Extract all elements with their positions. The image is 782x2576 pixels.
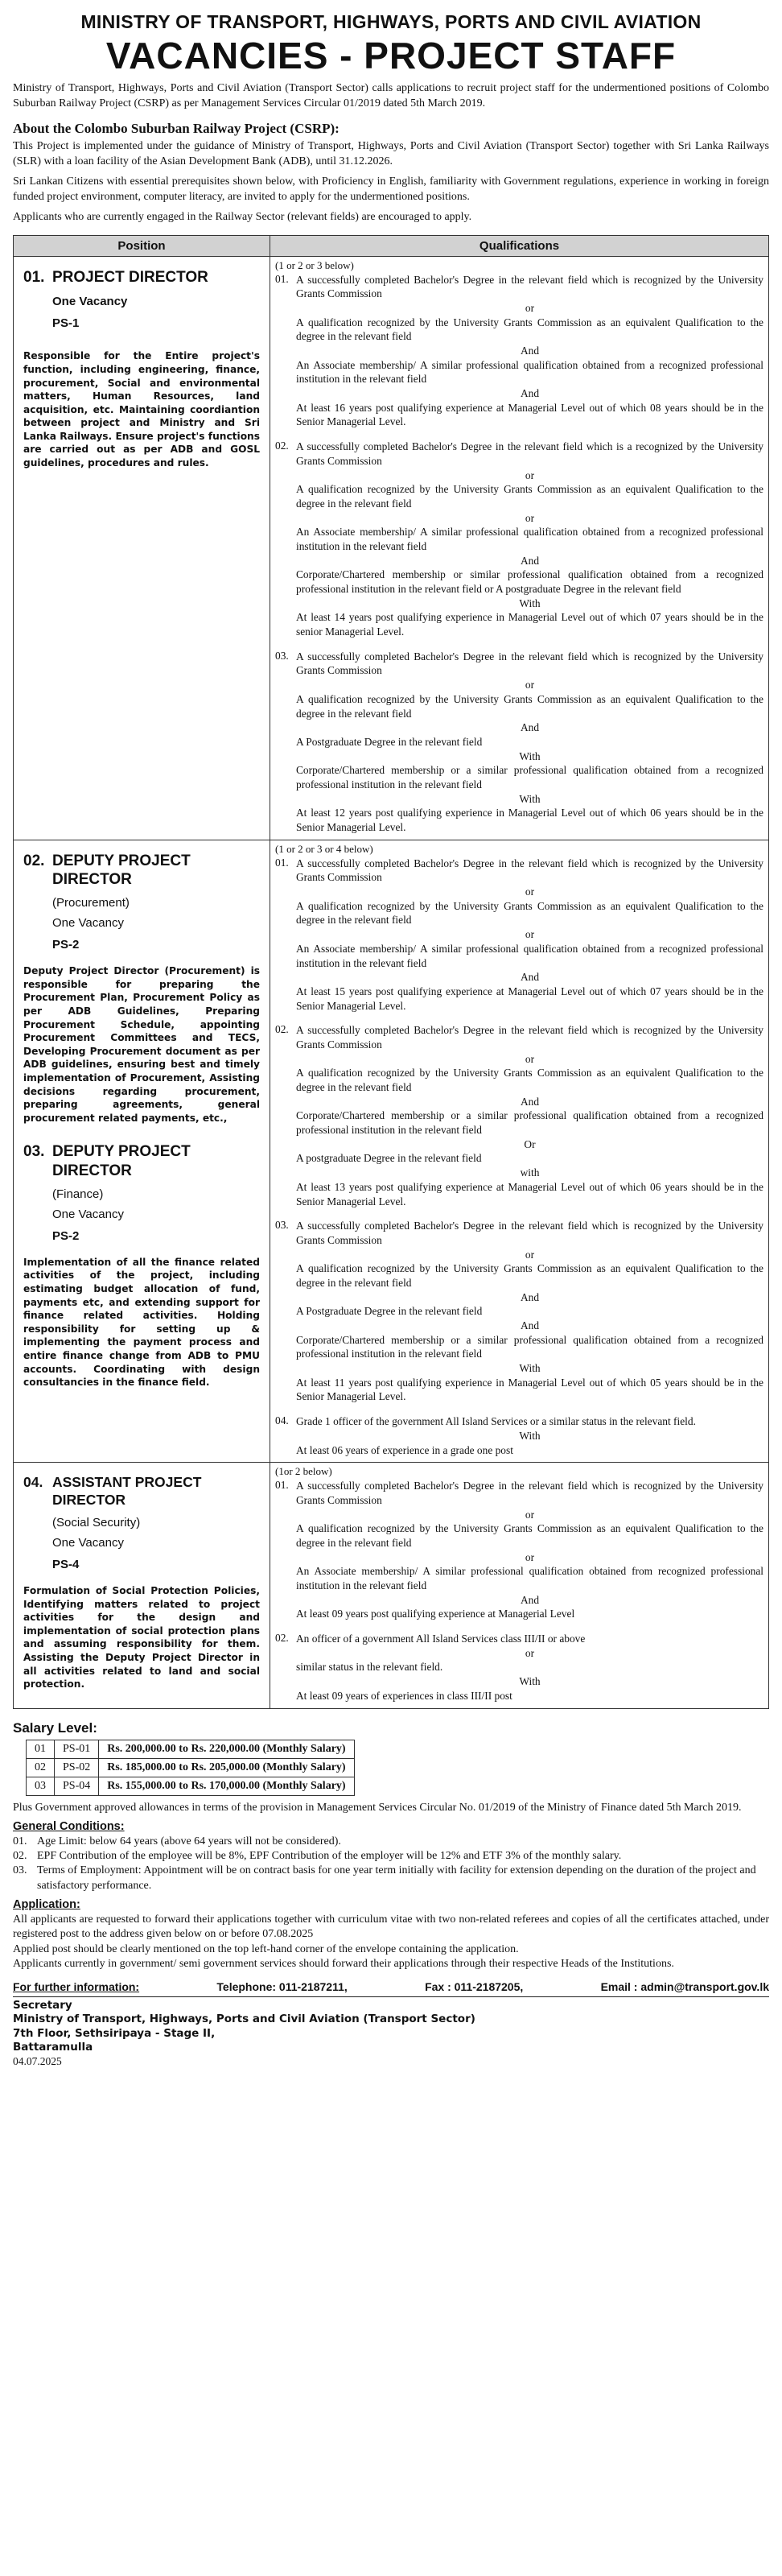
qualification-line: A successfully completed Bachelor's Degree in the relevant field which is recognized by the University Grants Commission xyxy=(296,1480,763,1506)
connector-and: And xyxy=(520,345,540,357)
qualification-line: A Postgraduate Degree in the relevant field xyxy=(296,1305,483,1318)
position-description: Implementation of all the finance related activities of the project, including estimating budget allocation of fund, payments etc, and extending support for finance related activities. Holding responsibility for setting up & implementing the payment process and entire finance change from ADB to PMU accounts. Coordinating with design consultancies in the finance field. xyxy=(23,1256,260,1389)
qualifications-cell-project-director xyxy=(270,256,769,840)
qualification-option xyxy=(275,273,763,430)
about-paragraph-1: This Project is implemented under the guidance of Ministry of Transport, Highways, Ports and Civil Aviation (Transport Sector) together with Sri Lanka Railways (SLR) with a loan facility of the Asian Development Bank (ADB), until 31.12.2026. xyxy=(13,140,769,167)
connector-and: And xyxy=(520,721,540,734)
qualification-option xyxy=(275,440,763,639)
qualifications-cell-deputy-directors xyxy=(270,840,769,1463)
qualification-line: At least 13 years post qualifying experience at Managerial Level out of which 06 years should be in the Senior Managerial Level. xyxy=(296,1180,763,1208)
qualification-options: (1or 2 below) xyxy=(275,1465,332,1478)
salary-range-cell: Rs. 200,000.00 to Rs. 220,000.00 (Monthly Salary) xyxy=(99,1740,354,1758)
qualification-option xyxy=(275,650,763,835)
connector-or: or xyxy=(525,301,535,314)
qualification-line: A qualification recognized by the University Grants Commission as an equivalent Qualification to the degree in the relevant field xyxy=(296,316,763,343)
address-line-2: Battaramulla xyxy=(13,2041,93,2054)
connector-with: With xyxy=(519,749,541,762)
qualification-number: 02. xyxy=(275,1023,289,1036)
position-department: (Procurement) xyxy=(52,896,130,910)
salary-grade: PS-2 xyxy=(52,1228,80,1243)
intro-paragraph: Ministry of Transport, Highways, Ports and Civil Aviation (Transport Sector) calls applications to recruit project staff for the undermentioned positions of Colombo Suburban Railway Project (CSRP) as per Management Services Circular 01/2019 dated 5th March 2019. xyxy=(13,82,769,109)
qualification-line: A qualification recognized by the University Grants Commission as an equivalent Qualification to the degree in the relevant field xyxy=(296,1262,763,1289)
vacancy-count: One Vacancy xyxy=(52,295,128,309)
about-heading: About the Colombo Suburban Railway Project (CSRP): xyxy=(13,121,340,137)
connector-or: or xyxy=(525,679,535,691)
qualification-line: A successfully completed Bachelor's Degree in the relevant field which is recognized by the University Grants Commission xyxy=(296,650,763,677)
column-header-qualifications: Qualifications xyxy=(270,235,769,256)
connector-with: With xyxy=(519,597,541,609)
position-description: Responsible for the Entire project's function, including engineering, finance, procurement, Social and environmental matters, Human Resources, land acquisition, etc. Maintaining coordiantion between project and Ministry and Sri Lanka Railways. Ensure project's functions are carried out as per ADB and GOSL guidelines, procedures and rules. xyxy=(23,350,260,469)
qualification-line: At least 06 years of experience in a grade one post xyxy=(296,1443,513,1456)
position-title-text: DEPUTY PROJECT xyxy=(52,1143,191,1161)
qualification-line: At least 16 years post qualifying experience at Managerial Level out of which 08 years should be in the Senior Managerial Level. xyxy=(296,401,763,428)
connector-or: or xyxy=(525,511,535,524)
connector-with: With xyxy=(519,1362,541,1375)
qualification-option xyxy=(275,1414,763,1457)
qualification-line: A qualification recognized by the University Grants Commission as an equivalent Qualification to the degree in the relevant field xyxy=(296,483,763,510)
table-row xyxy=(27,1758,355,1777)
connector-and: And xyxy=(520,1290,540,1303)
table-row xyxy=(14,840,769,1463)
connector-or: or xyxy=(525,1550,535,1563)
qualification-line: Corporate/Chartered membership or a similar professional qualification obtained from a recognized professional institution in the relevant field xyxy=(296,1109,763,1137)
signer-title: Secretary xyxy=(13,1998,72,2012)
connector-and: And xyxy=(520,1095,540,1108)
qualification-line: An Associate membership/ A similar professional qualification obtained from recognized professional institution in the relevant field xyxy=(296,1565,763,1592)
connector-or: or xyxy=(525,1248,535,1261)
position-number: 02. xyxy=(23,852,45,869)
salary-grade: PS-2 xyxy=(52,938,80,952)
qualification-line: A successfully completed Bachelor's Degree in the relevant field which is recognized by the University Grants Commission xyxy=(296,1024,763,1051)
qualification-number: 03. xyxy=(275,1219,289,1232)
fax: Fax : 011-2187205, xyxy=(425,1979,524,1993)
salary-row-number: 02 xyxy=(27,1758,55,1777)
signature-block xyxy=(13,1999,769,2055)
connector-or: or xyxy=(525,928,535,941)
list-item xyxy=(13,1835,769,1849)
connector-with: With xyxy=(519,1675,541,1688)
qualification-line: An Associate membership/ A similar professional qualification obtained from a recognized professional institution in the relevant field xyxy=(296,358,763,386)
qualification-line: A successfully completed Bachelor's Degree in the relevant field which is recognized by the University Grants Commission xyxy=(296,1220,763,1246)
qualification-number: 01. xyxy=(275,272,289,285)
connector-and: And xyxy=(520,1319,540,1332)
salary-row-number: 03 xyxy=(27,1777,55,1795)
salary-table xyxy=(26,1740,355,1796)
position-title-text: DIRECTOR xyxy=(52,871,132,889)
page-title: VACANCIES - PROJECT STAFF xyxy=(105,35,677,76)
qualification-options: (1 or 2 or 3 below) xyxy=(275,258,354,271)
application-heading: Application: xyxy=(13,1897,80,1911)
condition-number: 01. xyxy=(13,1835,27,1847)
qualification-line: A qualification recognized by the University Grants Commission as an equivalent Qualification to the degree in the relevant field xyxy=(296,692,763,720)
qualification-options: (1 or 2 or 3 or 4 below) xyxy=(275,842,373,855)
qualification-line: At least 09 years of experiences in class III/II post xyxy=(296,1689,512,1702)
connector-or: or xyxy=(525,469,535,481)
qualification-option xyxy=(275,1023,763,1208)
connector-or: Or xyxy=(524,1137,536,1150)
qualification-line: Grade 1 officer of the government All Island Services or a similar status in the relevant field. xyxy=(296,1415,696,1428)
qualification-line: At least 15 years post qualifying experience at Managerial Level out of which 07 years should be in the Senior Managerial Level. xyxy=(296,985,763,1012)
positions-table xyxy=(13,235,769,1709)
qualification-option xyxy=(275,1479,763,1621)
condition-text: Terms of Employment: Appointment will be on contract basis for one year term initially with facility for extension depending on the duration of the project and satisfactory performance. xyxy=(37,1864,756,1892)
vacancy-count: One Vacancy xyxy=(52,916,124,931)
qualification-line: An officer of a government All Island Services class III/II or above xyxy=(296,1633,586,1645)
connector-with: with xyxy=(520,1166,540,1179)
qualification-line: Corporate/Chartered membership or a similar professional qualification obtained from a recognized professional institution in the relevant field xyxy=(296,764,763,791)
qualification-number: 04. xyxy=(275,1414,289,1427)
table-row xyxy=(27,1740,355,1758)
connector-or: or xyxy=(525,1508,535,1521)
condition-text: Age Limit: below 64 years (above 64 years will not be considered). xyxy=(37,1835,341,1847)
qualification-number: 02. xyxy=(275,1632,289,1645)
qualification-number: 03. xyxy=(275,649,289,662)
position-number: 03. xyxy=(23,1143,45,1161)
qualification-line: At least 12 years post qualifying experience in Managerial Level out of which 06 years should be in the Senior Managerial Level. xyxy=(296,807,763,834)
qualification-line: A postgraduate Degree in the relevant field xyxy=(296,1152,482,1165)
qualification-option xyxy=(275,1632,763,1703)
publication-date: 04.07.2025 xyxy=(13,2054,62,2067)
qualification-line: A qualification recognized by the University Grants Commission as an equivalent Qualification to the degree in the relevant field xyxy=(296,899,763,927)
further-information-label: For further information: xyxy=(13,1979,140,1993)
qualification-line: A qualification recognized by the University Grants Commission as an equivalent Qualification to the degree in the relevant field xyxy=(296,1067,763,1094)
list-item xyxy=(13,1849,769,1864)
qualification-line: similar status in the relevant field. xyxy=(296,1661,443,1674)
email: Email : admin@transport.gov.lk xyxy=(600,1979,769,1993)
qualification-line: A qualification recognized by the University Grants Commission as an equivalent Qualification to the degree in the relevant field xyxy=(296,1522,763,1549)
qualification-line: A successfully completed Bachelor's Degree in the relevant field which is recognized by the University Grants Commission xyxy=(296,857,763,884)
address-line-1: 7th Floor, Sethsiripaya - Stage II, xyxy=(13,2026,216,2040)
connector-and: And xyxy=(520,554,540,567)
about-paragraph-2: Sri Lankan Citizens with essential prerequisites shown below, with Proficiency in English, familiarity with Government regulations, experience in working in foreign funded project environment, computer literacy, are invited to apply for the undermentioned positions. xyxy=(13,175,769,203)
position-title-text: DIRECTOR xyxy=(52,1492,126,1509)
position-department: (Social Security) xyxy=(52,1515,141,1530)
connector-or: or xyxy=(525,1052,535,1065)
salary-grade-cell: PS-04 xyxy=(55,1777,99,1795)
position-title-text: PROJECT DIRECTOR xyxy=(52,268,208,286)
connector-and: And xyxy=(520,1593,540,1606)
qualification-line: A successfully completed Bachelor's Degree in the relevant field which is a recognized by the University Grants Commission xyxy=(296,440,763,467)
table-row xyxy=(14,1463,769,1708)
position-department: (Finance) xyxy=(52,1187,104,1201)
contact-info xyxy=(13,1980,769,1993)
qualification-line: A successfully completed Bachelor's Degree in the relevant field which is recognized by the University Grants Commission xyxy=(296,273,763,300)
signer-organization: Ministry of Transport, Highways, Ports and Civil Aviation (Transport Sector) xyxy=(13,2013,475,2026)
salary-note: Plus Government approved allowances in terms of the provision in Management Services Circular No. 01/2019 of the Ministry of Finance dated 5th March 2019. xyxy=(13,1801,742,1814)
about-paragraph-3: Applicants who are currently engaged in the Railway Sector (relevant fields) are encouraged to apply. xyxy=(13,211,472,224)
position-number: 01. xyxy=(23,268,45,286)
salary-grade: PS-1 xyxy=(52,316,80,331)
qualification-option xyxy=(275,1219,763,1404)
qualification-line: At least 09 years post qualifying experience at Managerial Level xyxy=(296,1608,575,1620)
salary-range-cell: Rs. 155,000.00 to Rs. 170,000.00 (Monthly Salary) xyxy=(99,1777,354,1795)
position-title xyxy=(23,852,260,890)
connector-with: With xyxy=(519,1429,541,1442)
column-header-position: Position xyxy=(14,235,270,256)
salary-grade-cell: PS-01 xyxy=(55,1740,99,1758)
table-row xyxy=(27,1777,355,1795)
table-header-row xyxy=(14,235,769,256)
salary-grade: PS-4 xyxy=(52,1557,80,1571)
position-title xyxy=(23,1142,260,1181)
salary-row-number: 01 xyxy=(27,1740,55,1758)
qualification-number: 01. xyxy=(275,856,289,869)
salary-range-cell: Rs. 185,000.00 to Rs. 205,000.00 (Monthly Salary) xyxy=(99,1758,354,1777)
position-title-text: ASSISTANT PROJECT xyxy=(52,1474,202,1491)
list-item xyxy=(13,1864,769,1893)
connector-and: And xyxy=(520,387,540,400)
application-paragraph-2: Applied post should be clearly mentioned on the top left-hand corner of the envelope containing the application. xyxy=(13,1942,519,1955)
position-cell-assistant-director xyxy=(14,1463,270,1708)
qualification-line: At least 14 years post qualifying experience in Managerial Level out of which 07 years should be in the senior Managerial Level. xyxy=(296,611,763,638)
connector-and: And xyxy=(520,971,540,984)
ministry-name: MINISTRY OF TRANSPORT, HIGHWAYS, PORTS AND CIVIL AVIATION xyxy=(80,11,702,32)
qualification-line: A Postgraduate Degree in the relevant field xyxy=(296,735,483,748)
position-description: Deputy Project Director (Procurement) is responsible for preparing the Procurement Plan, Procurement Policy as per ADB Guidelines, Preparing Procurement Schedule, appointing Procurement Committees and TECS, Developing Procurement document as per ADB guidelines, ensuring best and timely implementation of Procurement, Assisting decisions regarding procurement, preparing agreements, general procurement related payments, etc., xyxy=(23,965,260,1124)
vacancy-count: One Vacancy xyxy=(52,1207,124,1221)
connector-with: With xyxy=(519,792,541,805)
qualification-number: 02. xyxy=(275,440,289,452)
qualification-line: An Associate membership/ A similar professional qualification obtained from a recognized professional institution in the relevant field xyxy=(296,526,763,552)
qualification-line: An Associate membership/ A similar professional qualification obtained from a recognized professional institution in the relevant field xyxy=(296,942,763,969)
position-title xyxy=(23,268,260,287)
qualification-line: At least 11 years post qualifying experience in Managerial Level out of which 05 years should be in the Senior Managerial Level. xyxy=(296,1376,763,1403)
position-title xyxy=(23,1474,260,1509)
condition-number: 03. xyxy=(13,1864,27,1877)
condition-number: 02. xyxy=(13,1850,27,1863)
qualification-line: Corporate/Chartered membership or similar professional qualification obtained from a recognized professional institution in the relevant field or A postgraduate Degree in the relevant field xyxy=(296,568,763,596)
position-title-text: DIRECTOR xyxy=(52,1162,132,1180)
qualifications-cell-assistant-director xyxy=(270,1463,769,1708)
qualification-option xyxy=(275,857,763,1013)
connector-or: or xyxy=(525,1646,535,1659)
vacancy-count: One Vacancy xyxy=(52,1535,124,1550)
application-paragraph-1: All applicants are requested to forward their applications together with curriculum vitae with two non-related referees and copies of all the certificates attached, under registered post to the address given below on or before 07.08.2025 xyxy=(13,1913,769,1941)
general-conditions-heading: General Conditions: xyxy=(13,1819,125,1833)
salary-grade-cell: PS-02 xyxy=(55,1758,99,1777)
salary-heading: Salary Level: xyxy=(13,1719,97,1736)
position-cell-project-director xyxy=(14,256,270,840)
application-paragraph-3: Applicants currently in government/ semi government services should forward their applications through their respective Heads of the Institutions. xyxy=(13,1958,674,1971)
position-number: 04. xyxy=(23,1474,43,1491)
qualification-number: 01. xyxy=(275,1479,289,1492)
table-row xyxy=(14,256,769,840)
position-title-text: DEPUTY PROJECT xyxy=(52,852,191,869)
connector-or: or xyxy=(525,886,535,898)
condition-text: EPF Contribution of the employee will be 8%, EPF Contribution of the employer will be 12% and ETF 3% of the monthly salary. xyxy=(37,1850,622,1863)
divider xyxy=(13,1996,769,1997)
position-cell-deputy-directors xyxy=(14,840,270,1463)
qualification-line: Corporate/Chartered membership or a similar professional qualification obtained from a recognized professional institution in the relevant field xyxy=(296,1333,763,1360)
telephone: Telephone: 011-2187211, xyxy=(216,1979,348,1993)
position-description: Formulation of Social Protection Policies, Identifying matters related to project activities for the design and implementation of social protection plans and assuming responsibility for them. Assisting the Deputy Project Director in all activities related to land and social protection. xyxy=(23,1584,260,1690)
